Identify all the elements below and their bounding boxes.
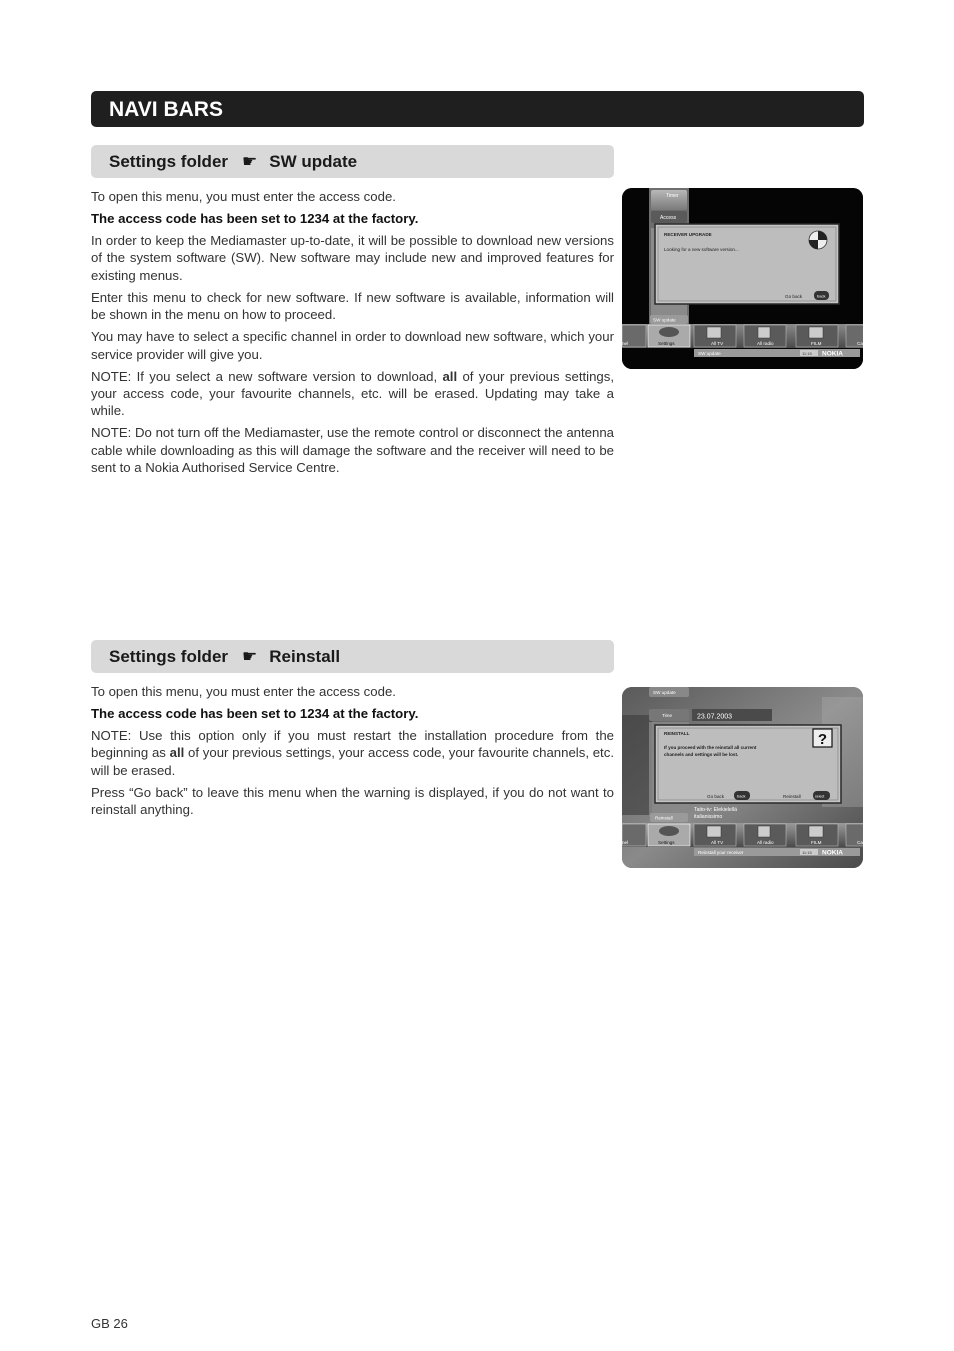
- body-paragraph: [91, 188, 614, 205]
- tv-screenshot-sw-update: [622, 188, 863, 369]
- go-back-label: Go back: [785, 294, 803, 299]
- tv-icon: [707, 327, 721, 338]
- bar-left-item: nel: [622, 840, 629, 845]
- emphasis: all: [442, 368, 458, 384]
- section-body-reinstall: [91, 683, 614, 823]
- radio-icon: [758, 327, 770, 338]
- bar-item-all-radio: All radio: [757, 840, 774, 845]
- paragraph-text: NOTE: If you select a new software version to download,: [91, 368, 443, 384]
- paragraph-text: NOTE: Use this option only if you must restart the installation procedure from the beginning as: [91, 728, 614, 761]
- clock: 11:15: [802, 850, 812, 855]
- section-folder: Settings folder: [109, 152, 229, 171]
- nokia-logo: NOKIA: [822, 849, 843, 857]
- paragraph-text: of your previous settings, your access code, your favourite channels, etc. will be erased. Updating may take a while.: [91, 368, 614, 419]
- bar-item-all-radio: All radio: [757, 341, 774, 346]
- section-topic: SW update: [269, 152, 358, 171]
- tv-icon: [707, 826, 721, 837]
- body-paragraph: [91, 784, 614, 819]
- bar-left-item: nel: [622, 341, 629, 346]
- paragraph-text: NOTE: Do not turn off the Mediamaster, use the remote control or disconnect the antenna cable while downloading as this will damage the software and the receiver will need to be sent to a Nokia Authorised Service Centre.: [91, 425, 614, 476]
- body-paragraph: [91, 328, 614, 363]
- film-icon: [809, 327, 823, 338]
- tab-access: Access: [660, 215, 677, 221]
- body-paragraph: [91, 368, 614, 420]
- section-header-reinstall: [91, 640, 614, 673]
- question-mark-icon: [813, 729, 832, 748]
- svg-text:?: ?: [817, 731, 828, 748]
- chapter-banner: [91, 91, 864, 127]
- tab-sw-update: SW update: [653, 690, 676, 695]
- body-paragraph: [91, 727, 614, 779]
- pointing-hand-icon: ☛: [242, 647, 258, 666]
- body-paragraph: [91, 232, 614, 284]
- tab-timer: Timer: [666, 193, 679, 199]
- paragraph-text: To open this menu, you must enter the access code.: [91, 684, 396, 699]
- chapter-title: NAVI BARS: [109, 98, 223, 121]
- section-topic: Reinstall: [269, 647, 341, 666]
- bar-right-item: Ca: [857, 840, 863, 845]
- status-text: SW update: [698, 351, 721, 356]
- spinner-icon: [809, 231, 827, 249]
- radio-icon: [758, 826, 770, 837]
- info-line-2: italianissimo: [694, 814, 723, 820]
- paragraph-text: Press “Go back” to leave this menu when the warning is displayed, if you do not want to reinstall anything.: [91, 784, 614, 818]
- paragraph-text: You may have to select a specific channel in order to download new software, which your service provider will give you.: [91, 329, 614, 362]
- select-key-icon: select: [815, 794, 825, 799]
- pointing-hand-icon: ☛: [242, 152, 258, 171]
- dialog-title: RECEIVER UPGRADE: [664, 232, 712, 237]
- dialog-text-line-1: If you proceed with the reinstall all current: [664, 745, 757, 750]
- tab-time: Time: [662, 713, 673, 718]
- section-body-sw-update: [91, 188, 614, 481]
- emphasis: all: [169, 745, 185, 761]
- section-header-sw-update: [91, 145, 614, 178]
- film-icon: [809, 826, 823, 837]
- paragraph-text: The access code has been set to 1234 at the factory.: [91, 706, 419, 721]
- bar-item-settings: Settings: [658, 341, 675, 346]
- back-key-icon: back: [737, 793, 746, 799]
- paragraph-text: In order to keep the Mediamaster up-to-date, it will be possible to download new versions of the system software (SW). New software may include new and improved features for existing menus.: [91, 233, 614, 283]
- dialog-title: REINSTALL: [664, 731, 690, 736]
- body-paragraph: [91, 705, 614, 722]
- tv-screenshot-reinstall: [622, 687, 863, 868]
- body-paragraph: [91, 289, 614, 324]
- back-key-icon: back: [817, 293, 826, 299]
- bar-right-item: Ca: [857, 341, 863, 346]
- section-folder: Settings folder: [109, 647, 229, 666]
- paragraph-text: Enter this menu to check for new software. If new software is available, information will be shown in the menu on how to proceed.: [91, 289, 614, 323]
- body-paragraph: [91, 424, 614, 476]
- reinstall-label: Reinstall: [783, 794, 801, 799]
- paragraph-text: The access code has been set to 1234 at the factory.: [91, 211, 419, 226]
- satellite-dish-icon: [659, 327, 679, 337]
- info-line-1: Taito-tv: Elekielellä: [694, 807, 737, 813]
- satellite-dish-icon: [659, 826, 679, 836]
- bar-item-all-tv: All TV: [711, 840, 724, 845]
- bar-item-all-tv: All TV: [711, 341, 724, 346]
- dialog-text: Looking for a new software version...: [664, 247, 739, 252]
- body-paragraph: [91, 210, 614, 227]
- selected-folder-label: SW update: [653, 317, 676, 323]
- paragraph-text: To open this menu, you must enter the access code.: [91, 189, 396, 204]
- paragraph-text: of your previous settings, your access code, your favourite channels, etc. will be erased.: [91, 745, 614, 778]
- page-number: GB 26: [91, 1316, 128, 1331]
- status-text: Reinstall your receiver: [698, 850, 744, 855]
- bar-item-film: FILM: [811, 840, 822, 845]
- go-back-label: Go back: [707, 794, 725, 799]
- body-paragraph: [91, 683, 614, 700]
- bar-item-film: FILM: [811, 341, 822, 346]
- dialog-text-line-2: channels and settings will be lost.: [664, 752, 739, 757]
- nokia-logo: NOKIA: [822, 350, 843, 358]
- selected-folder-label: Reinstall: [655, 815, 673, 821]
- time-value: 23.07.2003: [697, 713, 733, 721]
- clock: 11:15: [802, 351, 812, 356]
- bar-item-settings: Settings: [658, 840, 675, 845]
